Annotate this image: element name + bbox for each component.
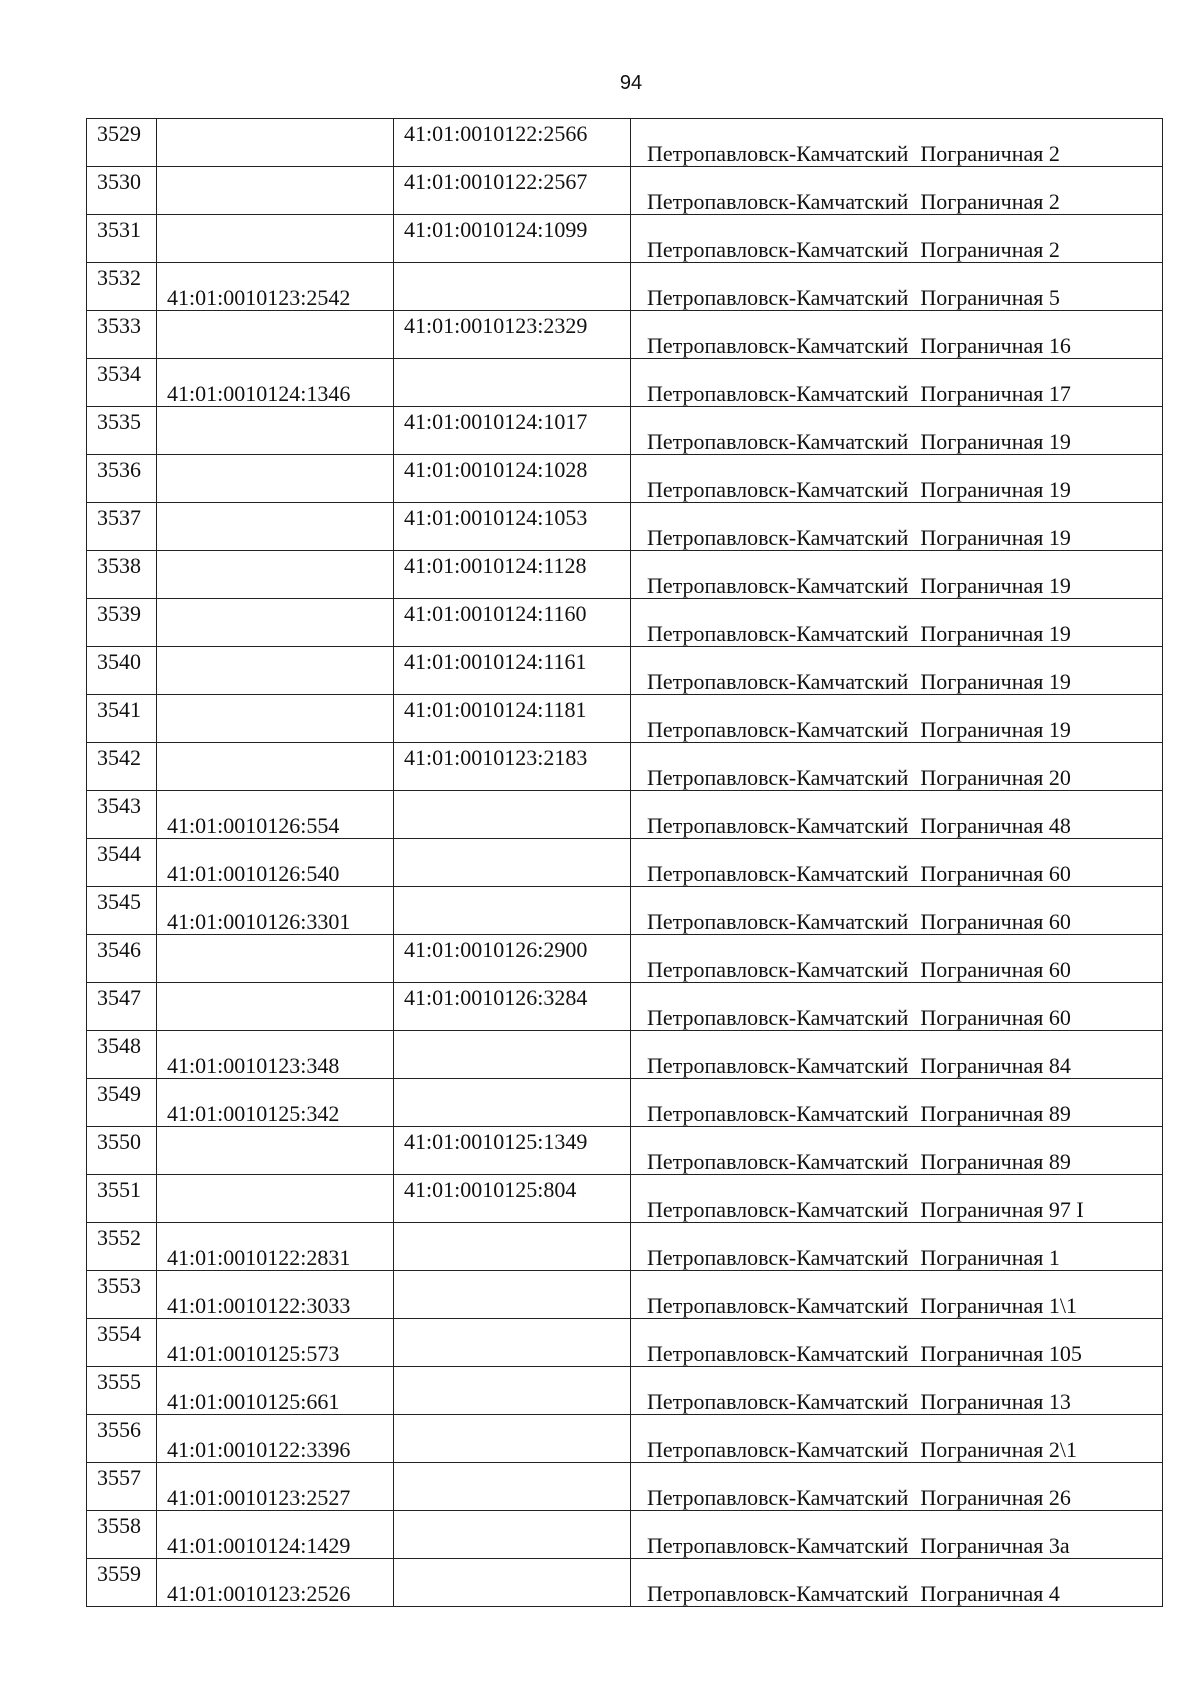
cadastral-number-cell-1: 41:01:0010122:3396	[157, 1415, 394, 1463]
address-city: Петропавловск-Камчатский	[647, 1485, 909, 1510]
table-row	[87, 455, 1163, 503]
cadastral-number-cell-1: 41:01:0010126:554	[157, 791, 394, 839]
cadastral-number-cell-1	[157, 119, 394, 167]
page-number: 94	[619, 72, 643, 94]
address-city: Петропавловск-Камчатский	[647, 429, 909, 454]
address-street: Пограничная 17	[920, 381, 1071, 406]
cadastral-number-cell-2: 41:01:0010126:2900	[394, 935, 631, 983]
address-city: Петропавловск-Камчатский	[647, 1101, 909, 1126]
address-city: Петропавловск-Камчатский	[647, 1005, 909, 1030]
cadastral-number-cell-1	[157, 455, 394, 503]
cadastral-number-cell-1	[157, 983, 394, 1031]
address-street: Пограничная 60	[920, 861, 1071, 886]
address-city: Петропавловск-Камчатский	[647, 1149, 909, 1174]
cadastral-number-cell-2	[394, 887, 631, 935]
cadastral-number-cell-1	[157, 743, 394, 791]
table-row	[87, 1175, 1163, 1223]
address-street: Пограничная 84	[920, 1053, 1071, 1078]
row-number: 3534	[87, 359, 157, 407]
address-street: Пограничная 97 I	[920, 1197, 1084, 1222]
address-street: Пограничная 4	[920, 1581, 1060, 1606]
address-cell	[631, 215, 1163, 263]
address-street: Пограничная 48	[920, 813, 1071, 838]
address-cell	[631, 503, 1163, 551]
table-row	[87, 407, 1163, 455]
address-street: Пограничная 1\1	[920, 1293, 1077, 1318]
cadastral-number-cell-1	[157, 599, 394, 647]
cadastral-number-cell-2: 41:01:0010122:2567	[394, 167, 631, 215]
row-number: 3553	[87, 1271, 157, 1319]
address-cell	[631, 359, 1163, 407]
address-city: Петропавловск-Камчатский	[647, 765, 909, 790]
address-cell	[631, 935, 1163, 983]
address-city: Петропавловск-Камчатский	[647, 1197, 909, 1222]
table-row	[87, 1079, 1163, 1127]
table-row	[87, 215, 1163, 263]
row-number: 3554	[87, 1319, 157, 1367]
table-row	[87, 503, 1163, 551]
table-row	[87, 1319, 1163, 1367]
address-street: Пограничная 60	[920, 957, 1071, 982]
address-street: Пограничная 60	[920, 1005, 1071, 1030]
address-city: Петропавловск-Камчатский	[647, 1533, 909, 1558]
cadastral-number-cell-2	[394, 359, 631, 407]
address-cell	[631, 1415, 1163, 1463]
cadastral-number-cell-2: 41:01:0010124:1017	[394, 407, 631, 455]
address-street: Пограничная 26	[920, 1485, 1071, 1510]
cadastral-number-cell-2: 41:01:0010126:3284	[394, 983, 631, 1031]
table-row	[87, 1223, 1163, 1271]
cadastral-number-cell-1	[157, 935, 394, 983]
table-row	[87, 887, 1163, 935]
cadastral-number-cell-1: 41:01:0010125:573	[157, 1319, 394, 1367]
row-number: 3532	[87, 263, 157, 311]
cadastral-number-cell-1	[157, 695, 394, 743]
address-city: Петропавловск-Камчатский	[647, 1293, 909, 1318]
address-street: Пограничная 2	[920, 237, 1060, 262]
address-street: Пограничная 2\1	[920, 1437, 1077, 1462]
address-street: Пограничная 20	[920, 765, 1071, 790]
address-city: Петропавловск-Камчатский	[647, 717, 909, 742]
row-number: 3547	[87, 983, 157, 1031]
row-number: 3543	[87, 791, 157, 839]
cadastral-number-cell-2	[394, 1367, 631, 1415]
row-number: 3555	[87, 1367, 157, 1415]
row-number: 3531	[87, 215, 157, 263]
cadastral-number-cell-1	[157, 1175, 394, 1223]
row-number: 3535	[87, 407, 157, 455]
cadastral-number-cell-1: 41:01:0010123:2542	[157, 263, 394, 311]
cadastral-number-cell-1: 41:01:0010126:3301	[157, 887, 394, 935]
cadastral-number-cell-2: 41:01:0010124:1160	[394, 599, 631, 647]
table-row	[87, 743, 1163, 791]
address-cell	[631, 455, 1163, 503]
cadastral-number-cell-1: 41:01:0010123:2526	[157, 1559, 394, 1607]
cadastral-number-cell-2	[394, 1415, 631, 1463]
cadastral-number-cell-2	[394, 1031, 631, 1079]
cadastral-number-cell-1: 41:01:0010122:2831	[157, 1223, 394, 1271]
cadastral-number-cell-2: 41:01:0010125:1349	[394, 1127, 631, 1175]
address-city: Петропавловск-Камчатский	[647, 1053, 909, 1078]
row-number: 3548	[87, 1031, 157, 1079]
cadastral-number-cell-1	[157, 551, 394, 599]
cadastral-number-cell-2	[394, 263, 631, 311]
cadastral-number-cell-1	[157, 647, 394, 695]
table-row	[87, 983, 1163, 1031]
cadastral-number-cell-1	[157, 215, 394, 263]
address-city: Петропавловск-Камчатский	[647, 909, 909, 934]
cadastral-number-cell-1	[157, 503, 394, 551]
table-row	[87, 263, 1163, 311]
table-row	[87, 1127, 1163, 1175]
cadastral-number-cell-2: 41:01:0010125:804	[394, 1175, 631, 1223]
address-street: Пограничная 2	[920, 141, 1060, 166]
table-row	[87, 1463, 1163, 1511]
cadastral-number-cell-1: 41:01:0010123:348	[157, 1031, 394, 1079]
cadastral-number-cell-2: 41:01:0010122:2566	[394, 119, 631, 167]
table-row	[87, 359, 1163, 407]
cadastral-number-cell-1: 41:01:0010126:540	[157, 839, 394, 887]
address-cell	[631, 599, 1163, 647]
table-row	[87, 839, 1163, 887]
cadastral-number-cell-1: 41:01:0010125:661	[157, 1367, 394, 1415]
address-street: Пограничная 2	[920, 189, 1060, 214]
address-city: Петропавловск-Камчатский	[647, 621, 909, 646]
address-cell	[631, 407, 1163, 455]
address-cell	[631, 1223, 1163, 1271]
address-street: Пограничная 89	[920, 1101, 1071, 1126]
cadastral-number-cell-1: 41:01:0010124:1346	[157, 359, 394, 407]
address-cell	[631, 1463, 1163, 1511]
row-number: 3552	[87, 1223, 157, 1271]
address-cell	[631, 983, 1163, 1031]
row-number: 3556	[87, 1415, 157, 1463]
cadastral-number-cell-2: 41:01:0010124:1128	[394, 551, 631, 599]
cadastral-number-cell-2: 41:01:0010124:1099	[394, 215, 631, 263]
table-row	[87, 551, 1163, 599]
table-row	[87, 1511, 1163, 1559]
table-row	[87, 119, 1163, 167]
address-cell	[631, 551, 1163, 599]
address-city: Петропавловск-Камчатский	[647, 1581, 909, 1606]
address-city: Петропавловск-Камчатский	[647, 477, 909, 502]
cadastral-number-cell-2	[394, 1511, 631, 1559]
address-cell	[631, 743, 1163, 791]
row-number: 3533	[87, 311, 157, 359]
row-number: 3546	[87, 935, 157, 983]
cadastral-number-cell-2	[394, 839, 631, 887]
row-number: 3551	[87, 1175, 157, 1223]
address-city: Петропавловск-Камчатский	[647, 189, 909, 214]
address-street: Пограничная 16	[920, 333, 1071, 358]
cadastral-number-cell-2: 41:01:0010123:2183	[394, 743, 631, 791]
cadastral-number-cell-2: 41:01:0010124:1161	[394, 647, 631, 695]
address-cell	[631, 119, 1163, 167]
table-row	[87, 1415, 1163, 1463]
table-row	[87, 1271, 1163, 1319]
cadastral-number-cell-1: 41:01:0010125:342	[157, 1079, 394, 1127]
address-cell	[631, 1367, 1163, 1415]
cadastral-number-cell-2	[394, 1463, 631, 1511]
address-city: Петропавловск-Камчатский	[647, 141, 909, 166]
row-number: 3544	[87, 839, 157, 887]
address-street: Пограничная 5	[920, 285, 1060, 310]
address-cell	[631, 1127, 1163, 1175]
table-row	[87, 935, 1163, 983]
address-city: Петропавловск-Камчатский	[647, 573, 909, 598]
address-cell	[631, 839, 1163, 887]
address-city: Петропавловск-Камчатский	[647, 237, 909, 262]
address-cell	[631, 311, 1163, 359]
row-number: 3540	[87, 647, 157, 695]
address-street: Пограничная 3а	[920, 1533, 1070, 1558]
cadastral-number-cell-2: 41:01:0010123:2329	[394, 311, 631, 359]
address-street: Пограничная 19	[920, 573, 1071, 598]
cadastral-number-cell-2	[394, 791, 631, 839]
address-cell	[631, 167, 1163, 215]
address-cell	[631, 1175, 1163, 1223]
row-number: 3549	[87, 1079, 157, 1127]
address-street: Пограничная 105	[920, 1341, 1082, 1366]
table-row	[87, 1031, 1163, 1079]
row-number: 3538	[87, 551, 157, 599]
row-number: 3536	[87, 455, 157, 503]
cadastral-number-cell-2	[394, 1319, 631, 1367]
address-street: Пограничная 19	[920, 429, 1071, 454]
row-number: 3557	[87, 1463, 157, 1511]
row-number: 3542	[87, 743, 157, 791]
address-city: Петропавловск-Камчатский	[647, 381, 909, 406]
address-city: Петропавловск-Камчатский	[647, 1389, 909, 1414]
address-city: Петропавловск-Камчатский	[647, 1245, 909, 1270]
address-cell	[631, 1559, 1163, 1607]
row-number: 3529	[87, 119, 157, 167]
address-cell	[631, 1031, 1163, 1079]
address-city: Петропавловск-Камчатский	[647, 1437, 909, 1462]
table-row	[87, 1367, 1163, 1415]
address-street: Пограничная 19	[920, 525, 1071, 550]
cadastral-number-cell-2	[394, 1223, 631, 1271]
address-city: Петропавловск-Камчатский	[647, 333, 909, 358]
address-cell	[631, 1319, 1163, 1367]
cadastral-number-cell-2: 41:01:0010124:1028	[394, 455, 631, 503]
address-street: Пограничная 1	[920, 1245, 1060, 1270]
address-city: Петропавловск-Камчатский	[647, 669, 909, 694]
row-number: 3537	[87, 503, 157, 551]
cadastral-number-cell-1	[157, 407, 394, 455]
address-street: Пограничная 13	[920, 1389, 1071, 1414]
address-cell	[631, 695, 1163, 743]
address-cell	[631, 647, 1163, 695]
table-row	[87, 791, 1163, 839]
row-number: 3539	[87, 599, 157, 647]
row-number: 3541	[87, 695, 157, 743]
cadastral-number-cell-2: 41:01:0010124:1181	[394, 695, 631, 743]
cadastral-number-cell-1	[157, 167, 394, 215]
cadastral-number-cell-2	[394, 1079, 631, 1127]
table-row	[87, 599, 1163, 647]
row-number: 3530	[87, 167, 157, 215]
address-street: Пограничная 19	[920, 621, 1071, 646]
address-cell	[631, 791, 1163, 839]
cadastral-number-cell-2	[394, 1271, 631, 1319]
address-cell	[631, 1079, 1163, 1127]
address-street: Пограничная 89	[920, 1149, 1071, 1174]
table-row	[87, 311, 1163, 359]
table-row	[87, 647, 1163, 695]
cadastral-number-cell-1	[157, 311, 394, 359]
table-row	[87, 167, 1163, 215]
address-city: Петропавловск-Камчатский	[647, 525, 909, 550]
registry-table-body	[87, 119, 1163, 1607]
row-number: 3559	[87, 1559, 157, 1607]
address-cell	[631, 1271, 1163, 1319]
address-cell	[631, 263, 1163, 311]
address-street: Пограничная 19	[920, 477, 1071, 502]
cadastral-number-cell-1: 41:01:0010123:2527	[157, 1463, 394, 1511]
table-row	[87, 695, 1163, 743]
cadastral-number-cell-2: 41:01:0010124:1053	[394, 503, 631, 551]
address-street: Пограничная 19	[920, 669, 1071, 694]
table-row	[87, 1559, 1163, 1607]
address-city: Петропавловск-Камчатский	[647, 285, 909, 310]
row-number: 3558	[87, 1511, 157, 1559]
address-city: Петропавловск-Камчатский	[647, 957, 909, 982]
address-city: Петропавловск-Камчатский	[647, 1341, 909, 1366]
row-number: 3550	[87, 1127, 157, 1175]
cadastral-number-cell-1	[157, 1127, 394, 1175]
row-number: 3545	[87, 887, 157, 935]
address-street: Пограничная 60	[920, 909, 1071, 934]
address-city: Петропавловск-Камчатский	[647, 861, 909, 886]
address-city: Петропавловск-Камчатский	[647, 813, 909, 838]
cadastral-number-cell-1: 41:01:0010124:1429	[157, 1511, 394, 1559]
cadastral-number-cell-2	[394, 1559, 631, 1607]
cadastral-number-cell-1: 41:01:0010122:3033	[157, 1271, 394, 1319]
address-street: Пограничная 19	[920, 717, 1071, 742]
address-cell	[631, 887, 1163, 935]
address-cell	[631, 1511, 1163, 1559]
registry-table	[86, 118, 1163, 1607]
